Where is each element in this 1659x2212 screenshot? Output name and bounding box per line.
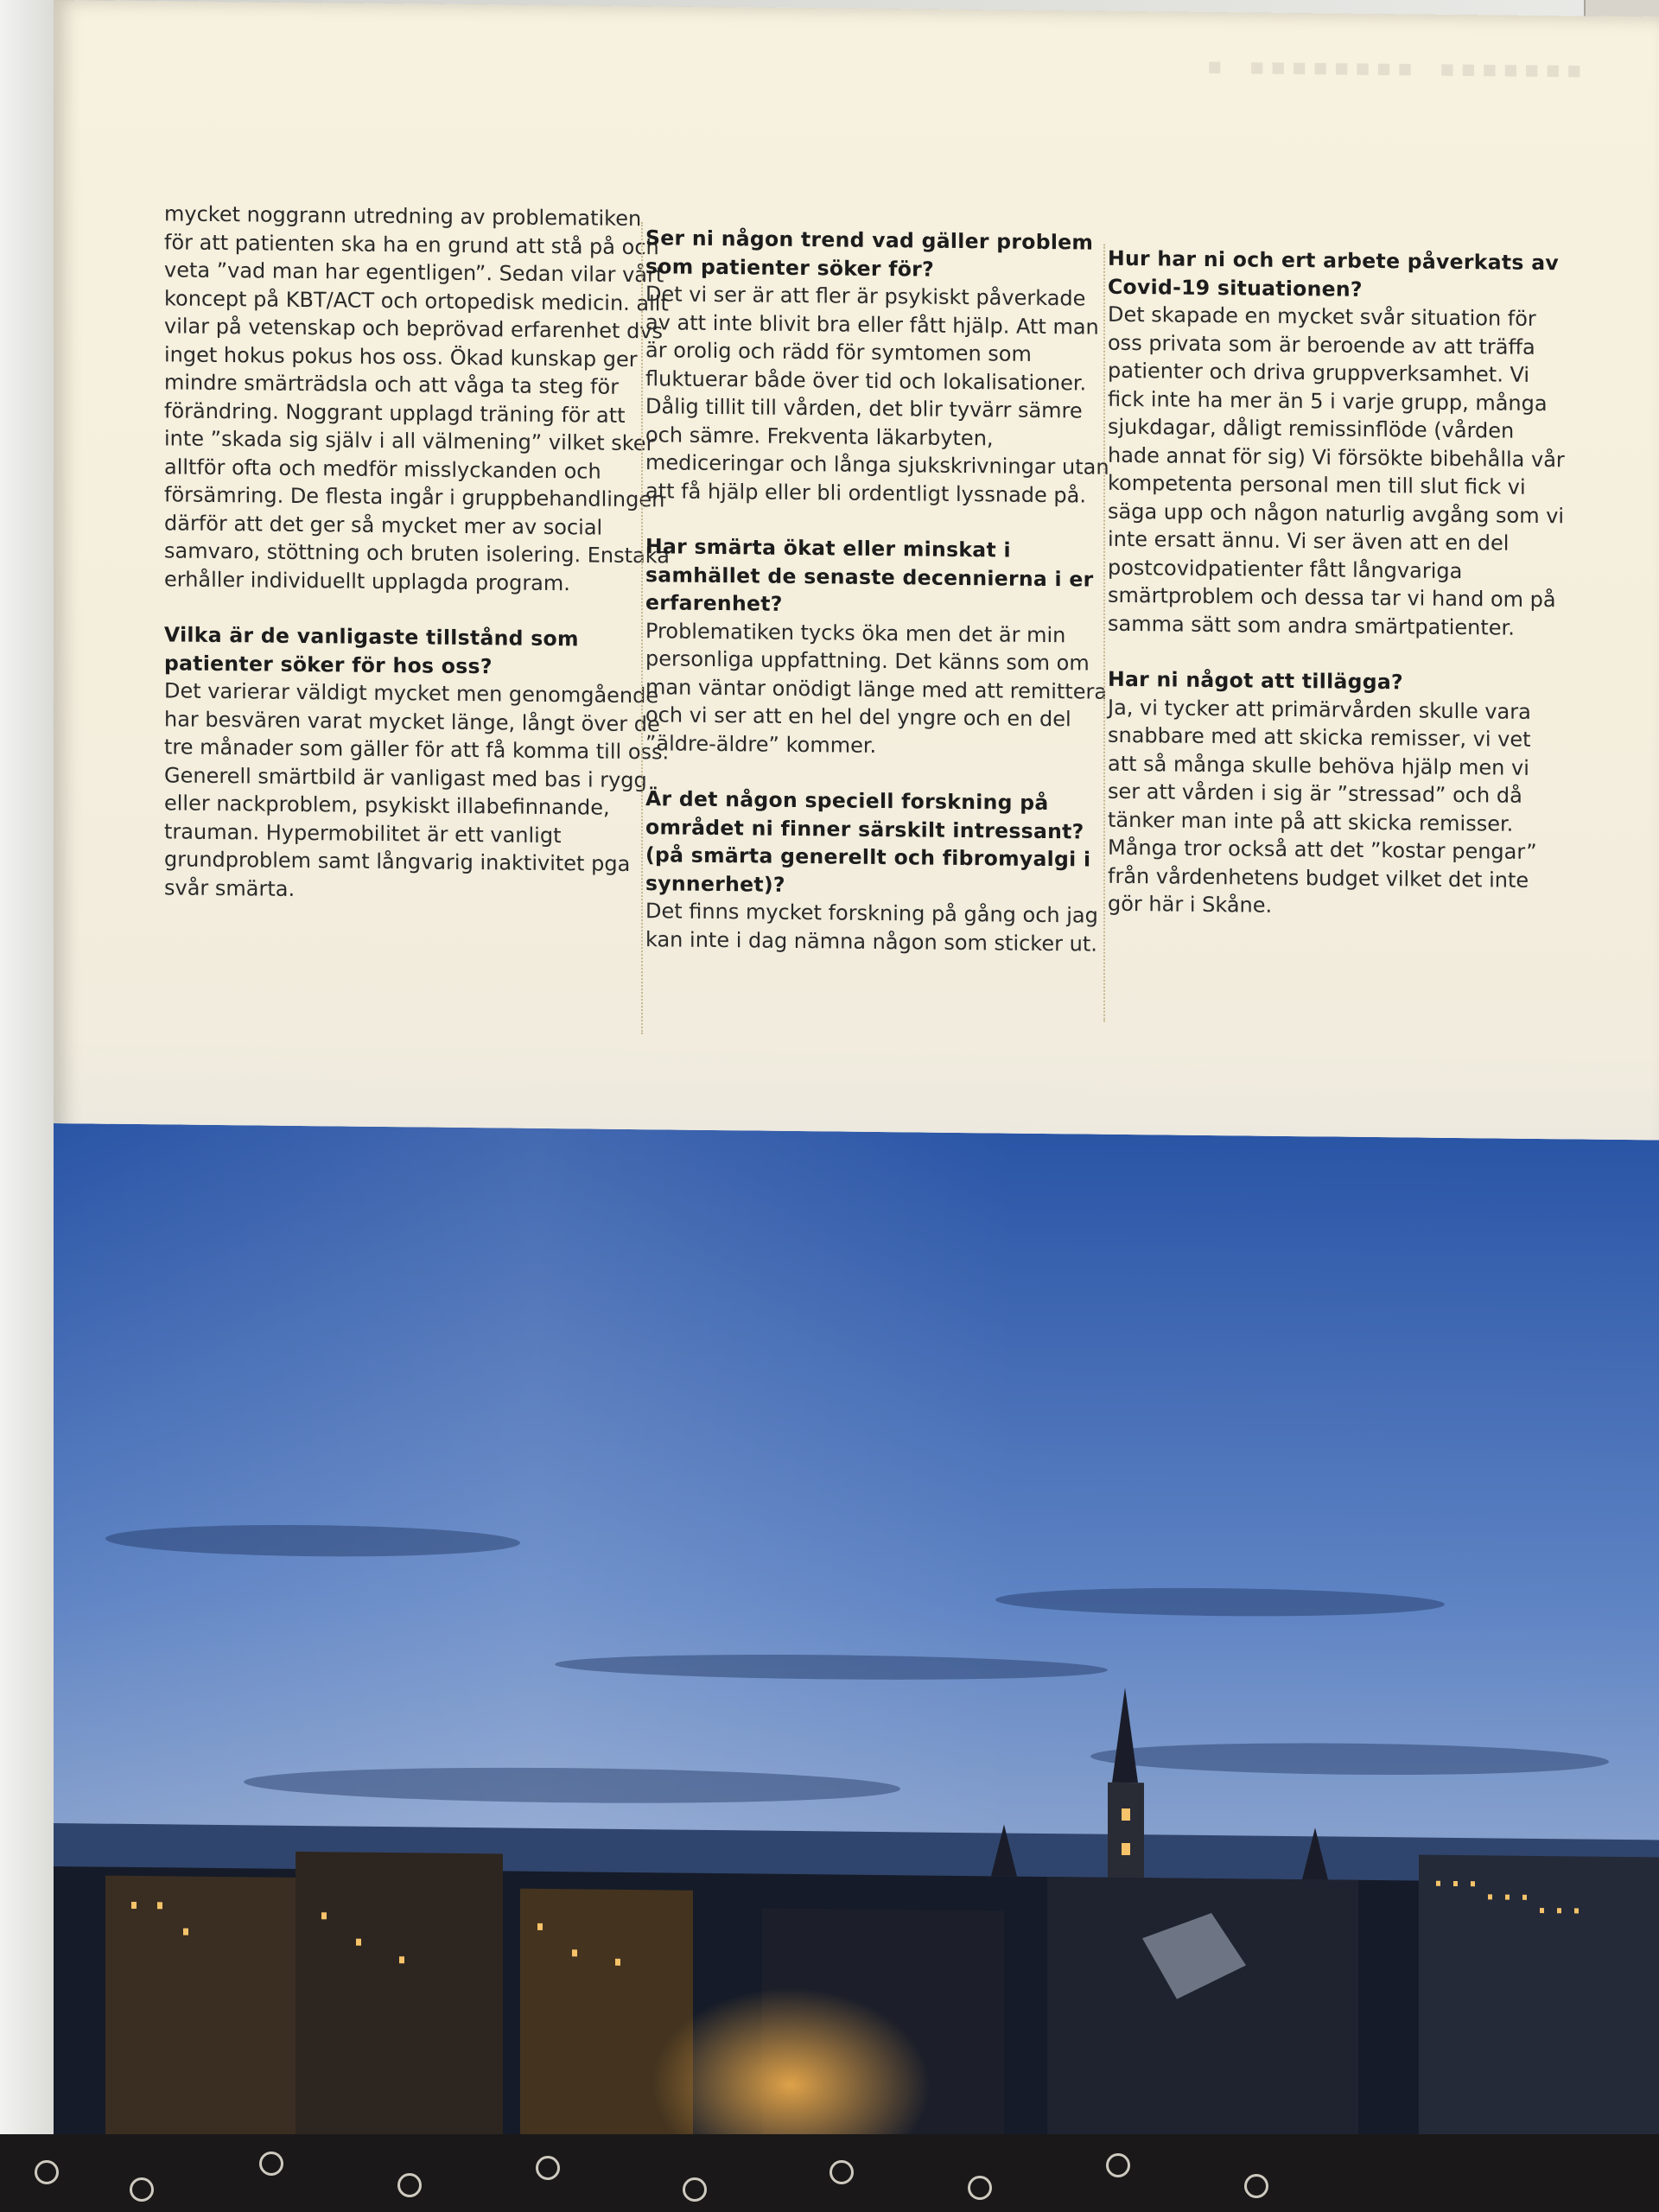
answer-research: Det finns mycket forskning på gång och jag kan inte i dag nämna någon som sticker ut.: [645, 899, 1098, 957]
answer-common-conditions: Det varierar väldigt mycket men genomgående har besvären varat mycket länge, långt över de tre månader som gäller för att få komma till oss. Generell smärtbild är vanligast med bas i rygg eller nackproblem, psykiskt illabefinnande, trauman. Hypermobilitet är ett vanligt grundproblem samt långvarig inaktivitet pga svår smärta.: [164, 678, 670, 901]
column-divider: [1103, 245, 1105, 1022]
question-anything-to-add: Har ni något att tillägga?: [1108, 666, 1403, 695]
column-middle: [645, 224, 1112, 958]
intro-paragraph: mycket noggrann utredning av problematiken för att patienten ska ha en grund att stå på och veta ”vad man har egentligen”. Sedan vilar vårt koncept på KBT/ACT och ortopedisk medicin. allt vilar på vetenskap och beprövad erfarenhet dvs inget hokus pokus hos oss. Ökad kunskap ger mindre smärträdsla och att våga ta steg för förändring. Noggrant upplagd träning för att inte ”skada sig själv i all välmening” vilket sker alltför ofta och medför misslyckanden och försämring. De flesta ingår i gruppbehandlingen därför att det ger så mycket mer av social samvaro, stöttning och bruten isolering. Enstaka erhåller individuellt upplagda program.: [164, 201, 670, 595]
answer-covid: Det skapade en mycket svår situation för oss privata som är beroende av att träffa patienter och driva gruppverksamhet. Vi fick inte ha mer än 5 i varje grupp, många sjukdagar, dåligt remissinflöde (vården hade annat för sig) Vi försökte bibehålla vår kompetenta personal men till slut fick vi säga upp och någon naturlig avgång som vi inte ersatt ännu. Vi ser även att en del postcovidpatienter fått långvariga smärtproblem och dessa tar vi hand om på samma sätt som andra smärtpatienter.: [1108, 302, 1565, 640]
column-left: [164, 200, 670, 906]
question-trend: Ser ni någon trend vad gäller problem som patienter söker för?: [645, 226, 1094, 282]
answer-anything-to-add: Ja, vi tycker att primärvården skulle vara snabbare med att skicka remisser, vi vet att så många skulle behöva hjälp men vi ser att vården i sig är ”stressad” och då tänker man inte på att skicka remisser. Många tror också att det ”kostar pengar” från vårdenhetens budget vilket det inte gör här i Skåne.: [1108, 695, 1537, 918]
question-common-conditions: Vilka är de vanligaste tillstånd som patienter söker för hos oss?: [164, 622, 579, 678]
city-night-photo: [54, 1123, 1659, 2177]
column-divider: [641, 222, 643, 1034]
magazine-page: [54, 0, 1659, 2177]
question-covid: Hur har ni och ert arbete påverkats av Covid-19 situationen?: [1108, 245, 1559, 302]
street-glow: [572, 1889, 969, 2170]
answer-trend: Det vi ser är att fler är psykiskt påverkade av att inte blivit bra eller fått hjälp. Att man är orolig och rädd för symtomen som fluktuerar både över tid och lokalisationer. Dålig tillit till vården, det blir tyvärr sämre och sämre. Frekventa läkarbyten, mediceringar och långa sjukskrivningar utan att få hjälp eller bli ordentligt lyssnade på.: [645, 282, 1109, 508]
question-research: Är det någon speciell forskning på området ni finner särskilt intressant? (på smärta generellt och fibromyalgi i synnerhet)?: [645, 786, 1091, 897]
show-through-heading: ▪▪▪▪▪▪▪ ▪▪▪▪▪▪▪▪ ▪: [1202, 48, 1583, 87]
answer-pain-increase: Problematiken tycks öka men det är min personliga uppfattning. Det känns som om man väntar onödigt länge med att remittera och vi ser att en hel del yngre och en del ”äldre-äldre” kommer.: [645, 618, 1108, 758]
question-pain-increase: Har smärta ökat eller minskat i samhället de senaste decennierna i er erfarenhet?: [645, 534, 1094, 616]
patterned-fabric: [0, 2134, 1659, 2212]
column-right: [1108, 245, 1566, 923]
